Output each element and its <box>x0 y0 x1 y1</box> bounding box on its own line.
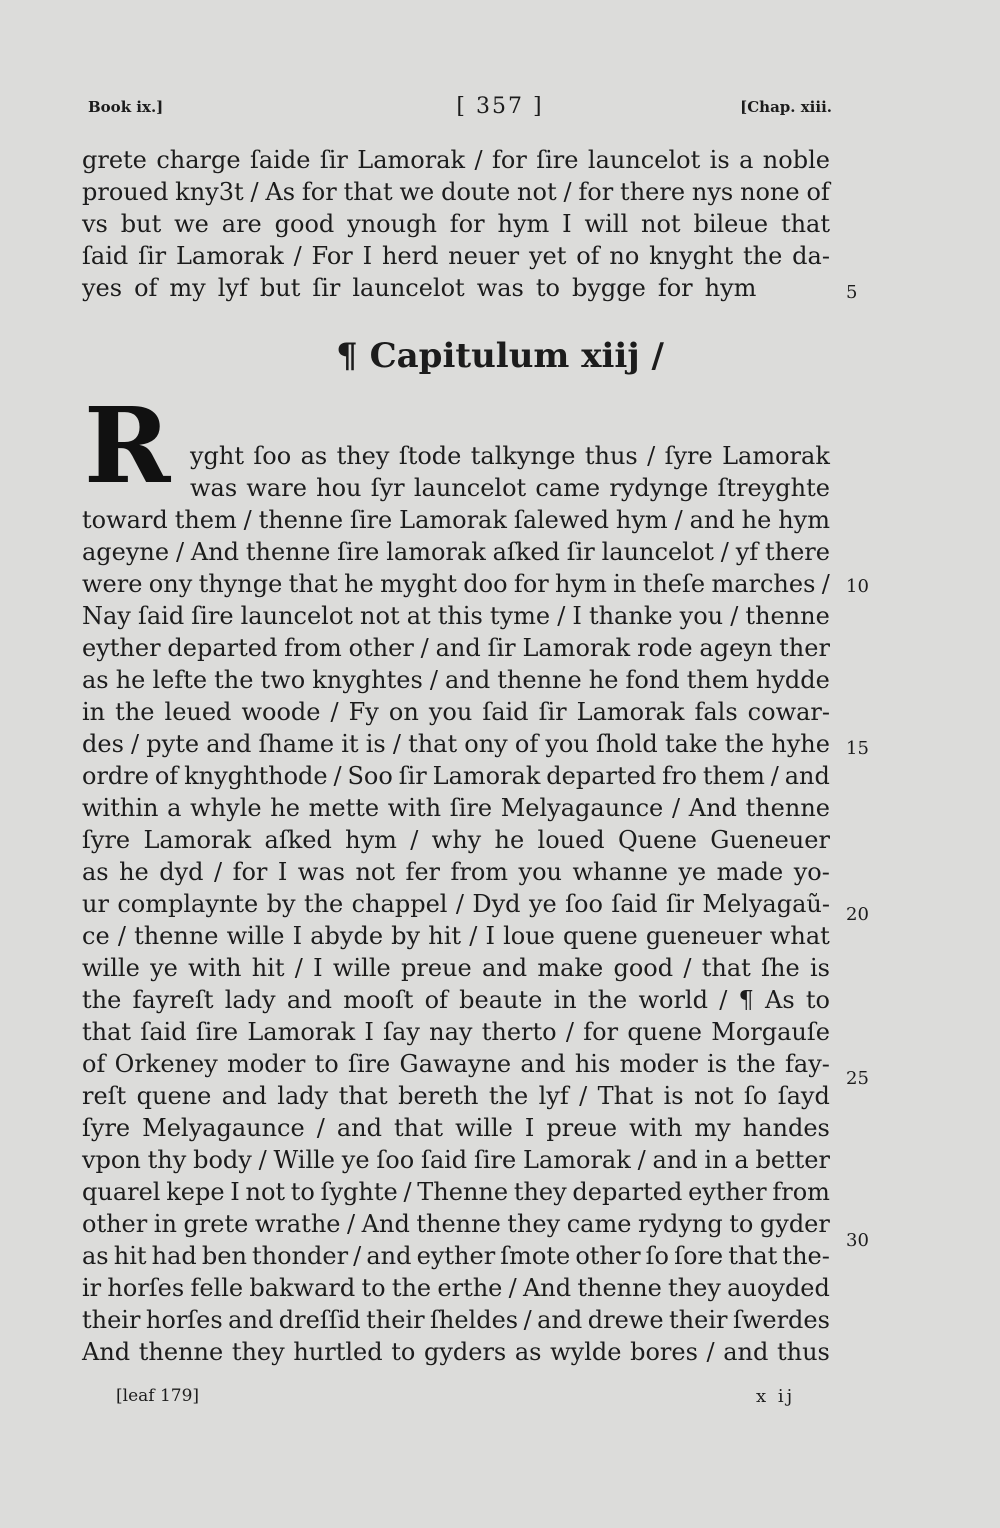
text-line: was ware hou ſyr launcelot came rydynge ſtreyghte <box>190 474 830 502</box>
text-line: ſyre Lamorak aſked hym / why he loued Quene Gueneuer <box>82 826 830 854</box>
text-line: wille ye with hit / I wille preue and make good / that ſhe is <box>82 954 830 982</box>
text-line: their horſes and dreſſid their ſheldes / and drewe their ſwerdes <box>82 1306 830 1334</box>
text-line: ur complaynte by the chappel / Dyd ye ſoo ſaid ſir Melyagaũ- <box>82 890 830 918</box>
line-number: 5 <box>846 282 858 303</box>
text-line: yght ſoo as they ſtode talkynge thus / ſyre Lamorak <box>190 442 830 470</box>
line-number: 20 <box>846 904 869 925</box>
text-line: ordre of knyghthode / Soo ſir Lamorak departed fro them / and <box>82 762 830 790</box>
line-number: 15 <box>846 738 869 759</box>
text-line: grete charge ſaide ſir Lamorak / for ſire launcelot is a noble <box>82 146 830 174</box>
line-number: 10 <box>846 576 869 597</box>
text-line: vpon thy body / Wille ye ſoo ſaid ſire Lamorak / and in a better <box>82 1146 830 1174</box>
text-line: were ony thynge that he myght doo for hym in theſe marches / <box>82 570 830 598</box>
text-line: yes of my lyf but ſir launcelot was to bygge for hym <box>82 274 757 302</box>
drop-cap-initial: R <box>84 384 171 507</box>
text-line: other in grete wrathe / And thenne they came rydyng to gyder <box>82 1210 830 1238</box>
gathering-signature: x ij <box>756 1386 796 1407</box>
text-line: toward them / thenne ſire Lamorak ſalewed hym / and he hym <box>82 506 830 534</box>
text-line: ir horſes felle bakward to the erthe / And thenne they auoyded <box>82 1274 830 1302</box>
line-number: 25 <box>846 1068 869 1089</box>
text-line: quarel kepe I not to ſyghte / Thenne they departed eyther from <box>82 1178 830 1206</box>
text-line: as he lefte the two knyghtes / and thenne he fond them hydde <box>82 666 830 694</box>
text-line: Nay ſaid ſire launcelot not at this tyme / I thanke you / thenne <box>82 602 830 630</box>
text-line: ſyre Melyagaunce / and that wille I preue with my handes <box>82 1114 830 1142</box>
text-line: des / pyte and ſhame it is / that ony of you ſhold take the hyhe <box>82 730 830 758</box>
leaf-signature: [leaf 179] <box>116 1386 200 1406</box>
text-line: ſaid ſir Lamorak / For I herd neuer yet of no knyght the da- <box>82 242 830 270</box>
text-line: in the leued woode / Fy on you ſaid ſir Lamorak fals cowar- <box>82 698 830 726</box>
text-line: as hit had ben thonder / and eyther ſmote other ſo ſore that the- <box>82 1242 830 1270</box>
running-head-chapter: [Chap. xiii. <box>740 98 832 116</box>
text-line: that ſaid ſire Lamorak I ſay nay therto / for quene Morgauſe <box>82 1018 830 1046</box>
text-line: ce / thenne wille I abyde by hit / I loue quene gueneuer what <box>82 922 830 950</box>
text-line: vs but we are good ynough for hym I will not bileue that <box>82 210 830 238</box>
text-line: within a whyle he mette with ſire Melyagaunce / And thenne <box>82 794 830 822</box>
line-number: 30 <box>846 1230 869 1251</box>
text-line: proued kny3t / As for that we doute not / for there nys none of <box>82 178 830 206</box>
running-head-book: Book ix.] <box>88 98 164 116</box>
text-line: ageyne / And thenne ſire lamorak aſked ſir launcelot / yf there <box>82 538 830 566</box>
page-number: [ 357 ] <box>456 94 544 119</box>
text-line: reſt quene and lady that bereth the lyf / That is not ſo ſayd <box>82 1082 830 1110</box>
text-line: And thenne they hurtled to gyders as wylde bores / and thus <box>82 1338 830 1366</box>
text-line: eyther departed from other / and ſir Lamorak rode ageyn ther <box>82 634 830 662</box>
text-line: of Orkeney moder to ſire Gawayne and his moder is the fay- <box>82 1050 830 1078</box>
text-line: the fayreſt lady and mooſt of beaute in the world / ¶ As to <box>82 986 830 1014</box>
text-line: as he dyd / for I was not fer from you whanne ye made yo- <box>82 858 830 886</box>
chapter-heading: ¶ Capitulum xiij / <box>336 336 664 376</box>
